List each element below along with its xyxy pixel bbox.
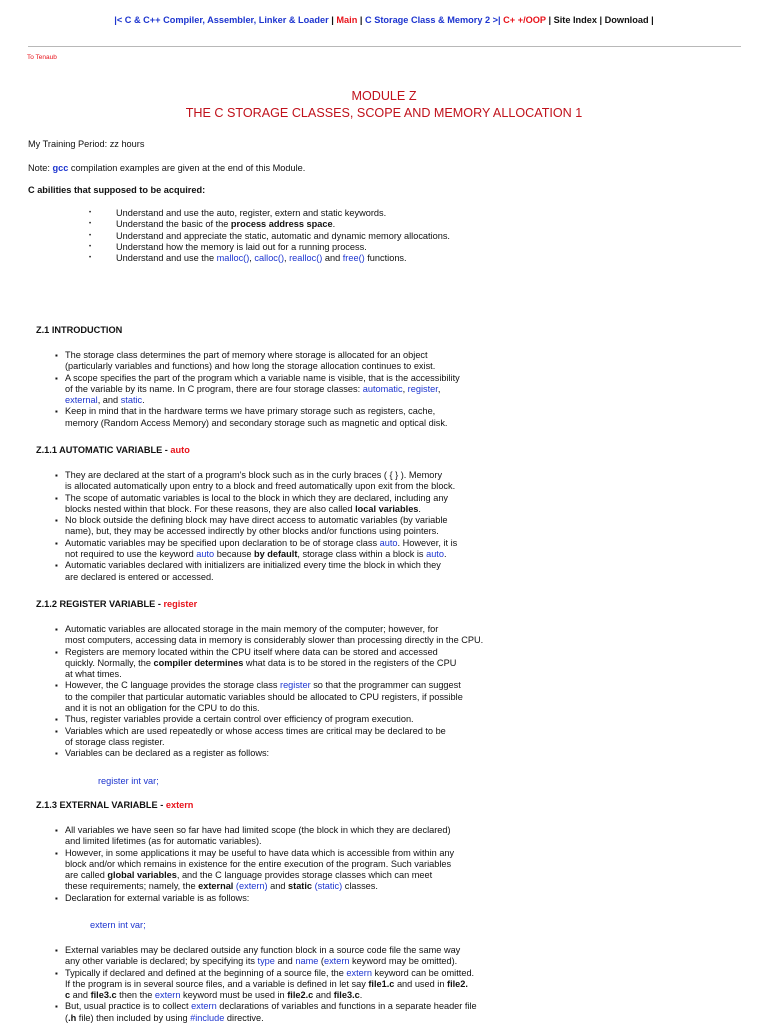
list-item-text: A scope specifies the part of the program which a variable name is visible, that is the accessibility of the variable by its name. In C program, there are four storage classes: [65, 372, 460, 394]
register-code-example: register int var; [98, 776, 159, 786]
list-item-text: Understand and use the auto, register, extern and static keywords. [116, 208, 387, 218]
list-item [28, 219, 450, 230]
next-module-link[interactable]: C Storage Class & Memory 2 >| [365, 15, 501, 25]
list-item-text: , storage class within a block is [297, 549, 427, 560]
register-link[interactable]: register [280, 680, 311, 691]
automatic-link[interactable]: automatic [362, 383, 403, 394]
list-item-text: , and [97, 395, 121, 406]
list-item-text: Understand and appreciate the static, automatic and dynamic memory allocations. [116, 230, 450, 241]
list-item-text: Understand how the memory is laid out for a running process. [116, 241, 367, 252]
list-item-text: so that the programmer can suggest to the compiler that particular automatic variables should be allocated to CPU registers, if possible and it is not an obligation for the CPU to do this. [65, 680, 463, 714]
heading-text: Z.1.1 AUTOMATIC VARIABLE - [36, 445, 171, 455]
emphasis: process address space [230, 219, 333, 230]
list-item-text: . [418, 503, 421, 514]
list-item-text: because [214, 549, 254, 560]
list-item-text: Automatic variables declared with initializers are initialized every time the block in which they are declared is entered or accessed. [65, 560, 441, 582]
list-item-text: what data is to be stored in the registers of the CPU at what times. [65, 657, 457, 680]
list-item-text: and used in [394, 978, 448, 989]
list-item-text: Understand the basic of the [116, 219, 231, 230]
list-item-text: Typically if declared and defined at the beginning of a source file, the [65, 967, 347, 978]
list-item-text: file) then included by using [76, 1012, 191, 1023]
list-item [28, 373, 460, 407]
list-item [28, 945, 477, 968]
extern-link[interactable]: extern [323, 956, 350, 967]
section-heading-introduction: Z.1 INTRODUCTION [36, 325, 123, 335]
filename: file1.c [368, 978, 395, 989]
list-item-text: Variables which are used repeatedly or whose access times are critical may be declared to be of storage class register. [65, 725, 446, 747]
note-paragraph [28, 163, 305, 174]
main-link[interactable]: Main [336, 15, 358, 25]
extern-keyword: extern [165, 800, 194, 810]
nav-separator: | [328, 15, 337, 25]
include-link[interactable]: #include [190, 1012, 225, 1023]
section-heading-external [36, 800, 193, 811]
list-item [28, 406, 460, 429]
free-link[interactable]: free() [342, 253, 365, 264]
static-link[interactable]: (static) [312, 881, 343, 892]
list-item-text: But, usual practice is to collect [65, 1001, 192, 1012]
list-item-text: . [142, 395, 145, 406]
list-item-text: . However, it is not required to use the keyword [65, 537, 458, 560]
list-item [28, 848, 454, 893]
filename: file2.c [287, 990, 314, 1001]
top-navigation [0, 14, 768, 28]
note-prefix: Note: [28, 163, 53, 173]
list-item-text: and [274, 956, 296, 967]
list-item-text: then the [116, 990, 155, 1001]
extern-link[interactable]: (extern) [233, 881, 268, 892]
horizontal-rule [28, 46, 741, 47]
list-item-text: No block outside the defining block may have direct access to automatic variables (by variable name), but, they may be accessed indirectly by other blocks and/or functions using pointers. [65, 515, 448, 537]
nav-separator: | [545, 15, 554, 25]
list-item-text: External variables may be declared outside any function block in a source code file the same way any other variable is declared; by specifying its [65, 945, 461, 967]
list-item [28, 647, 483, 681]
list-item-text: , [437, 383, 441, 394]
list-item-text: and [70, 990, 91, 1001]
register-list [28, 624, 483, 760]
prev-module-link[interactable]: |< C & C++ Compiler, Assembler, Linker & Loader [114, 15, 329, 25]
auto-link[interactable]: auto [379, 537, 398, 548]
external-list-1 [28, 825, 454, 904]
list-item-text: , [249, 253, 255, 264]
extern-link[interactable]: extern [154, 990, 181, 1001]
abilities-list [28, 208, 450, 264]
list-item-text: , and the C language provides storage classes which can meet these requirements; namely, the [65, 870, 433, 892]
auto-link[interactable]: auto [196, 549, 215, 560]
page-title [0, 88, 768, 121]
extern-link[interactable]: extern [346, 967, 372, 978]
auto-keyword: auto [170, 445, 190, 455]
list-item-text: Declaration for external variable is as follows: [65, 892, 250, 903]
nav-separator: | [648, 15, 654, 25]
list-item [28, 968, 477, 1002]
list-item-text: directive. [224, 1012, 264, 1023]
list-item-text: declarations of variables and functions in a separate header file ( [65, 1001, 477, 1023]
list-item [28, 560, 457, 583]
extern-link[interactable]: extern [191, 1001, 217, 1012]
list-item [28, 253, 450, 264]
auto-link[interactable]: auto [426, 549, 444, 560]
list-item-text: classes. [342, 881, 378, 892]
list-item [28, 538, 457, 561]
list-item-text: functions. [364, 253, 407, 264]
emphasis: compiler determines [153, 657, 244, 668]
list-item-text: . [443, 549, 447, 560]
module-title: THE C STORAGE CLASSES, SCOPE AND MEMORY ALLOCATION 1 [185, 105, 583, 120]
list-item-text: and [313, 990, 334, 1001]
list-item [28, 231, 450, 242]
list-item [28, 748, 483, 759]
register-link[interactable]: register [407, 383, 438, 394]
list-item-text: Automatic variables may be specified upon declaration to be of storage class [65, 537, 380, 548]
heading-text: Z.1.2 REGISTER VARIABLE - [36, 599, 164, 609]
list-item [28, 470, 457, 493]
list-item [28, 242, 450, 253]
list-item [28, 350, 460, 373]
list-item [28, 515, 457, 538]
list-item-text: keyword can be omitted. If the program is in several source files, and a variable is defined in let say [65, 967, 475, 989]
name-link[interactable]: name [295, 956, 319, 967]
static-link[interactable]: static [120, 395, 143, 406]
filename: file3.c [90, 990, 117, 1001]
list-item-text: , [402, 383, 408, 394]
register-keyword: register [163, 599, 198, 609]
list-item-text: ( [318, 956, 324, 967]
list-item-text: . [359, 990, 363, 1001]
external-link[interactable]: external [65, 395, 98, 406]
list-item-text: , [284, 253, 290, 264]
list-item-text: keyword must be used in [180, 990, 288, 1001]
nav-separator: | [596, 15, 605, 25]
list-item-text: Keep in mind that in the hardware terms we have primary storage such as registers, cache, memory (Random Access Memory) and secondary storage such as magnetic and optical disk. [65, 406, 448, 428]
nav-separator: | [357, 15, 365, 25]
emphasis: external [198, 881, 234, 892]
list-item-text: The storage class determines the part of memory where storage is allocated for an object (particularly variables and functions) and how long the storage allocation continues to exist. [65, 350, 436, 372]
cpp-oop-link[interactable]: C+ +/OOP [503, 15, 546, 25]
malloc-link[interactable]: malloc() [216, 253, 250, 264]
automatic-list [28, 470, 457, 583]
section-heading-automatic [36, 445, 190, 456]
list-item [28, 680, 483, 714]
training-period: My Training Period: zz hours [28, 139, 145, 149]
list-item-text: However, in some applications it may be useful to have data which is accessible from within any block and/or which remains in existence for the entire execution of the program. Such variables are called [65, 847, 455, 881]
filename: file2. c [65, 978, 468, 1001]
note-text: compilation examples are given at the end of this Module. [68, 163, 306, 173]
download-link[interactable]: Download [604, 15, 649, 25]
type-link[interactable]: type [257, 956, 275, 967]
emphasis: by default [254, 549, 298, 560]
list-item-text: . [332, 219, 336, 230]
filename: file3.c [333, 990, 360, 1001]
heading-text: Z.1.3 EXTERNAL VARIABLE - [36, 800, 166, 810]
list-item [28, 624, 483, 647]
list-item-text: They are declared at the start of a program's block such as in the curly braces ( { } ). Memory is allocated automatically upon entry to a block and freed automatically upon exit from the block. [65, 470, 456, 492]
list-item-text: Variables can be declared as a register as follows: [65, 748, 270, 759]
list-item-text: However, the C language provides the storage class [65, 680, 281, 691]
introduction-list [28, 350, 460, 429]
list-item-text: Automatic variables are allocated storage in the main memory of the computer; however, for most computers, accessing data in memory is considerably slower than processing directly in the CPU. [65, 624, 484, 646]
list-item [28, 825, 454, 848]
list-item-text: and [322, 253, 343, 264]
list-item [28, 726, 483, 749]
gcc-link[interactable]: gcc [52, 163, 69, 173]
list-item-text: The scope of automatic variables is local to the block in which they are declared, including any blocks nested within that block. For these reasons, they are also called [65, 492, 449, 514]
extern-code-example: extern int var; [90, 920, 146, 930]
emphasis: global variables [107, 870, 177, 881]
list-item-text: Registers are memory located within the CPU itself where data can be stored and accessed quickly. Normally, the [65, 646, 438, 668]
section-heading-register [36, 599, 197, 610]
list-item [28, 714, 483, 725]
emphasis: static [288, 881, 313, 892]
list-item [28, 893, 454, 904]
to-top-link[interactable]: To Tenaub [27, 54, 57, 61]
list-item-text: keyword may be omitted). [349, 956, 458, 967]
list-item [28, 208, 450, 219]
module-label: MODULE Z [351, 89, 417, 103]
list-item [28, 1001, 477, 1024]
list-item [28, 493, 457, 516]
external-list-2 [28, 945, 477, 1024]
calloc-link[interactable]: calloc() [254, 253, 285, 264]
list-item-text: Thus, register variables provide a certain control over efficiency of program execution. [65, 714, 414, 725]
realloc-link[interactable]: realloc() [289, 253, 323, 264]
abilities-heading: C abilities that supposed to be acquired: [28, 185, 206, 195]
filename: .h [68, 1012, 77, 1023]
list-item-text: Understand and use the [116, 253, 217, 264]
site-index-link[interactable]: Site Index [553, 15, 597, 25]
list-item-text: and [267, 881, 289, 892]
list-item-text: All variables we have seen so far have had limited scope (the block in which they are declared) and limited lifetimes (as for automatic variables). [65, 825, 451, 847]
emphasis: local variables [355, 503, 419, 514]
